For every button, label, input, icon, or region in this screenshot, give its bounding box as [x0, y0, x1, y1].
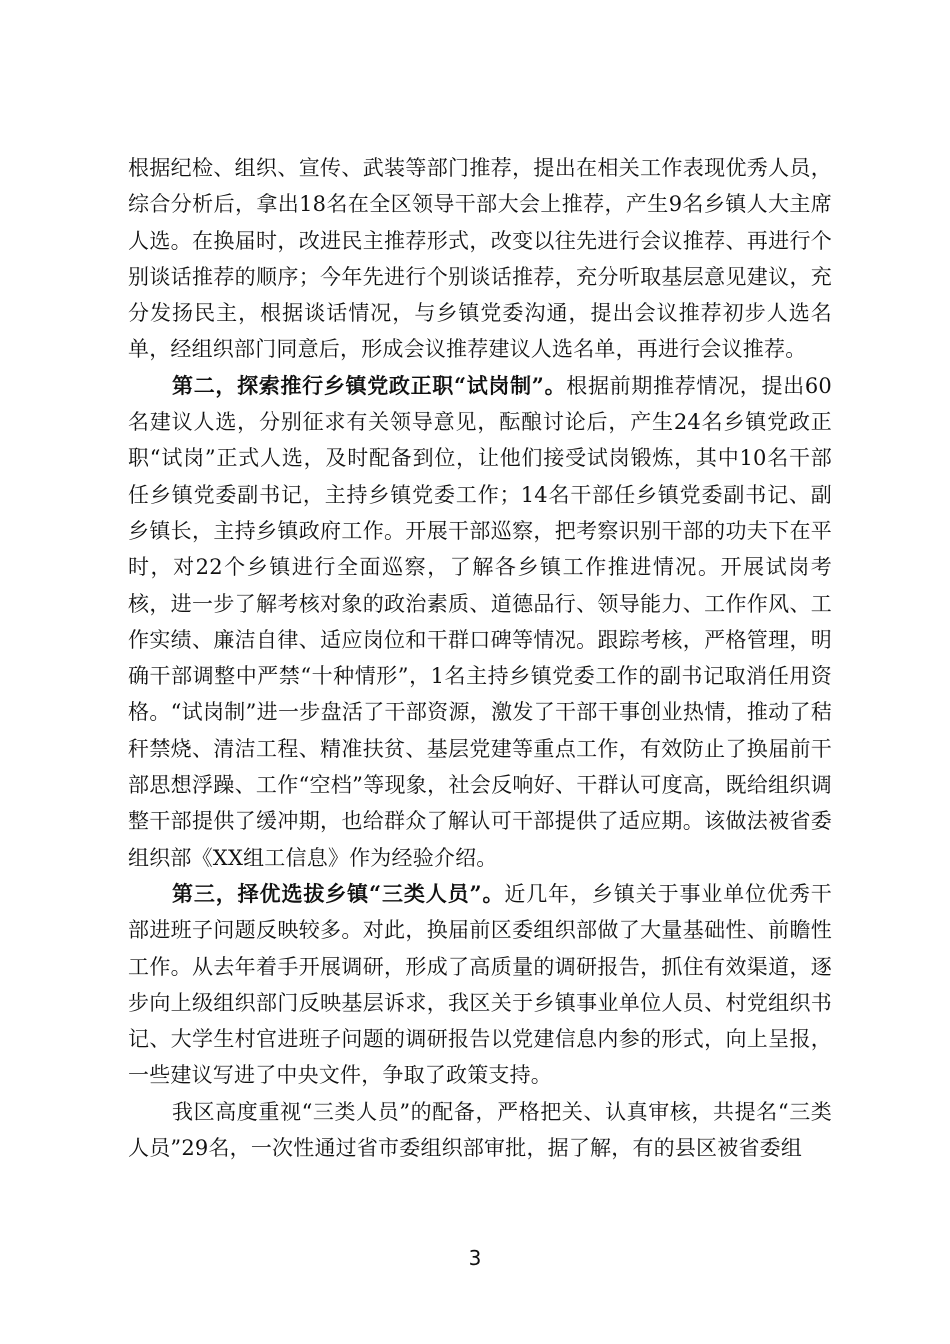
page-number: 3: [468, 1246, 482, 1270]
paragraph-text: 我区高度重视“三类人员”的配备，严格把关、认真审核，共提名“三类人员”29名，一次性通过省市委组织部审批，据了解，有的县区被省委组: [128, 1099, 832, 1161]
paragraph-heading: 第三，择优选拔乡镇“三类人员”。: [172, 880, 505, 906]
paragraph-text: 根据纪检、组织、宣传、武装等部门推荐，提出在相关工作表现优秀人员，综合分析后，拿出18名在全区领导干部大会上推荐，产生9名乡镇人大主席人选。在换届时，改进民主推荐形式，改变以往先进行会议推荐、再进行个别谈话推荐的顺序；今年先进行个别谈话推荐，充分听取基层意见建议，充分发扬民主，根据谈话情况，与乡镇党委沟通，提出会议推荐初步人选名单，经组织部门同意后，形成会议推荐建议人选名单，再进行会议推荐。: [128, 156, 832, 362]
paragraph-text: 根据前期推荐情况，提出60名建议人选，分别征求有关领导意见，酝酿讨论后，产生24名乡镇党政正职“试岗”正式人选，及时配备到位，让他们接受试岗锻炼，其中10名干部任乡镇党委副书记，主持乡镇党委工作；14名干部任乡镇党委副书记、副乡镇长，主持乡镇政府工作。开展干部巡察，把考察识别干部的功夫下在平时，对22个乡镇进行全面巡察，了解各乡镇工作推进情况。开展试岗考核，进一步了解考核对象的政治素质、道德品行、领导能力、工作作风、工作实绩、廉洁自律、适应岗位和干群口碑等情况。跟踪考核，严格管理，明确干部调整中严禁“十种情形”，1名主持乡镇党委工作的副书记取消任用资格。“试岗制”进一步盘活了干部资源，激发了干部干事创业热情，推动了秸秆禁烧、清洁工程、精准扶贫、基层党建等重点工作，有效防止了换届前干部思想浮躁、工作“空档”等现象，社会反响好、干群认可度高，既给组织调整干部提供了缓冲期，也给群众了解认可干部提供了适应期。该做法被省委组织部《XX组工信息》作为经验介绍。: [128, 373, 832, 870]
paragraph-text: 近几年，乡镇关于事业单位优秀干部进班子问题反映较多。对此，换届前区委组织部做了大量基础性、前瞻性工作。从去年着手开展调研，形成了高质量的调研报告，抓住有效渠道，逐步向上级组织部门反映基层诉求，我区关于乡镇事业单位人员、村党组织书记、大学生村官进班子问题的调研报告以党建信息内参的形式，向上呈报，一些建议写进了中央文件，争取了政策支持。: [128, 881, 833, 1088]
paragraph-second-point: [128, 368, 832, 876]
paragraph-continuation: [128, 150, 832, 368]
paragraph-third-point: [128, 876, 832, 1094]
paragraph-heading: 第二，探索推行乡镇党政正职“试岗制”。: [172, 372, 567, 398]
paragraph-three-types-staffing: [128, 1094, 832, 1167]
document-body: [128, 150, 832, 1166]
